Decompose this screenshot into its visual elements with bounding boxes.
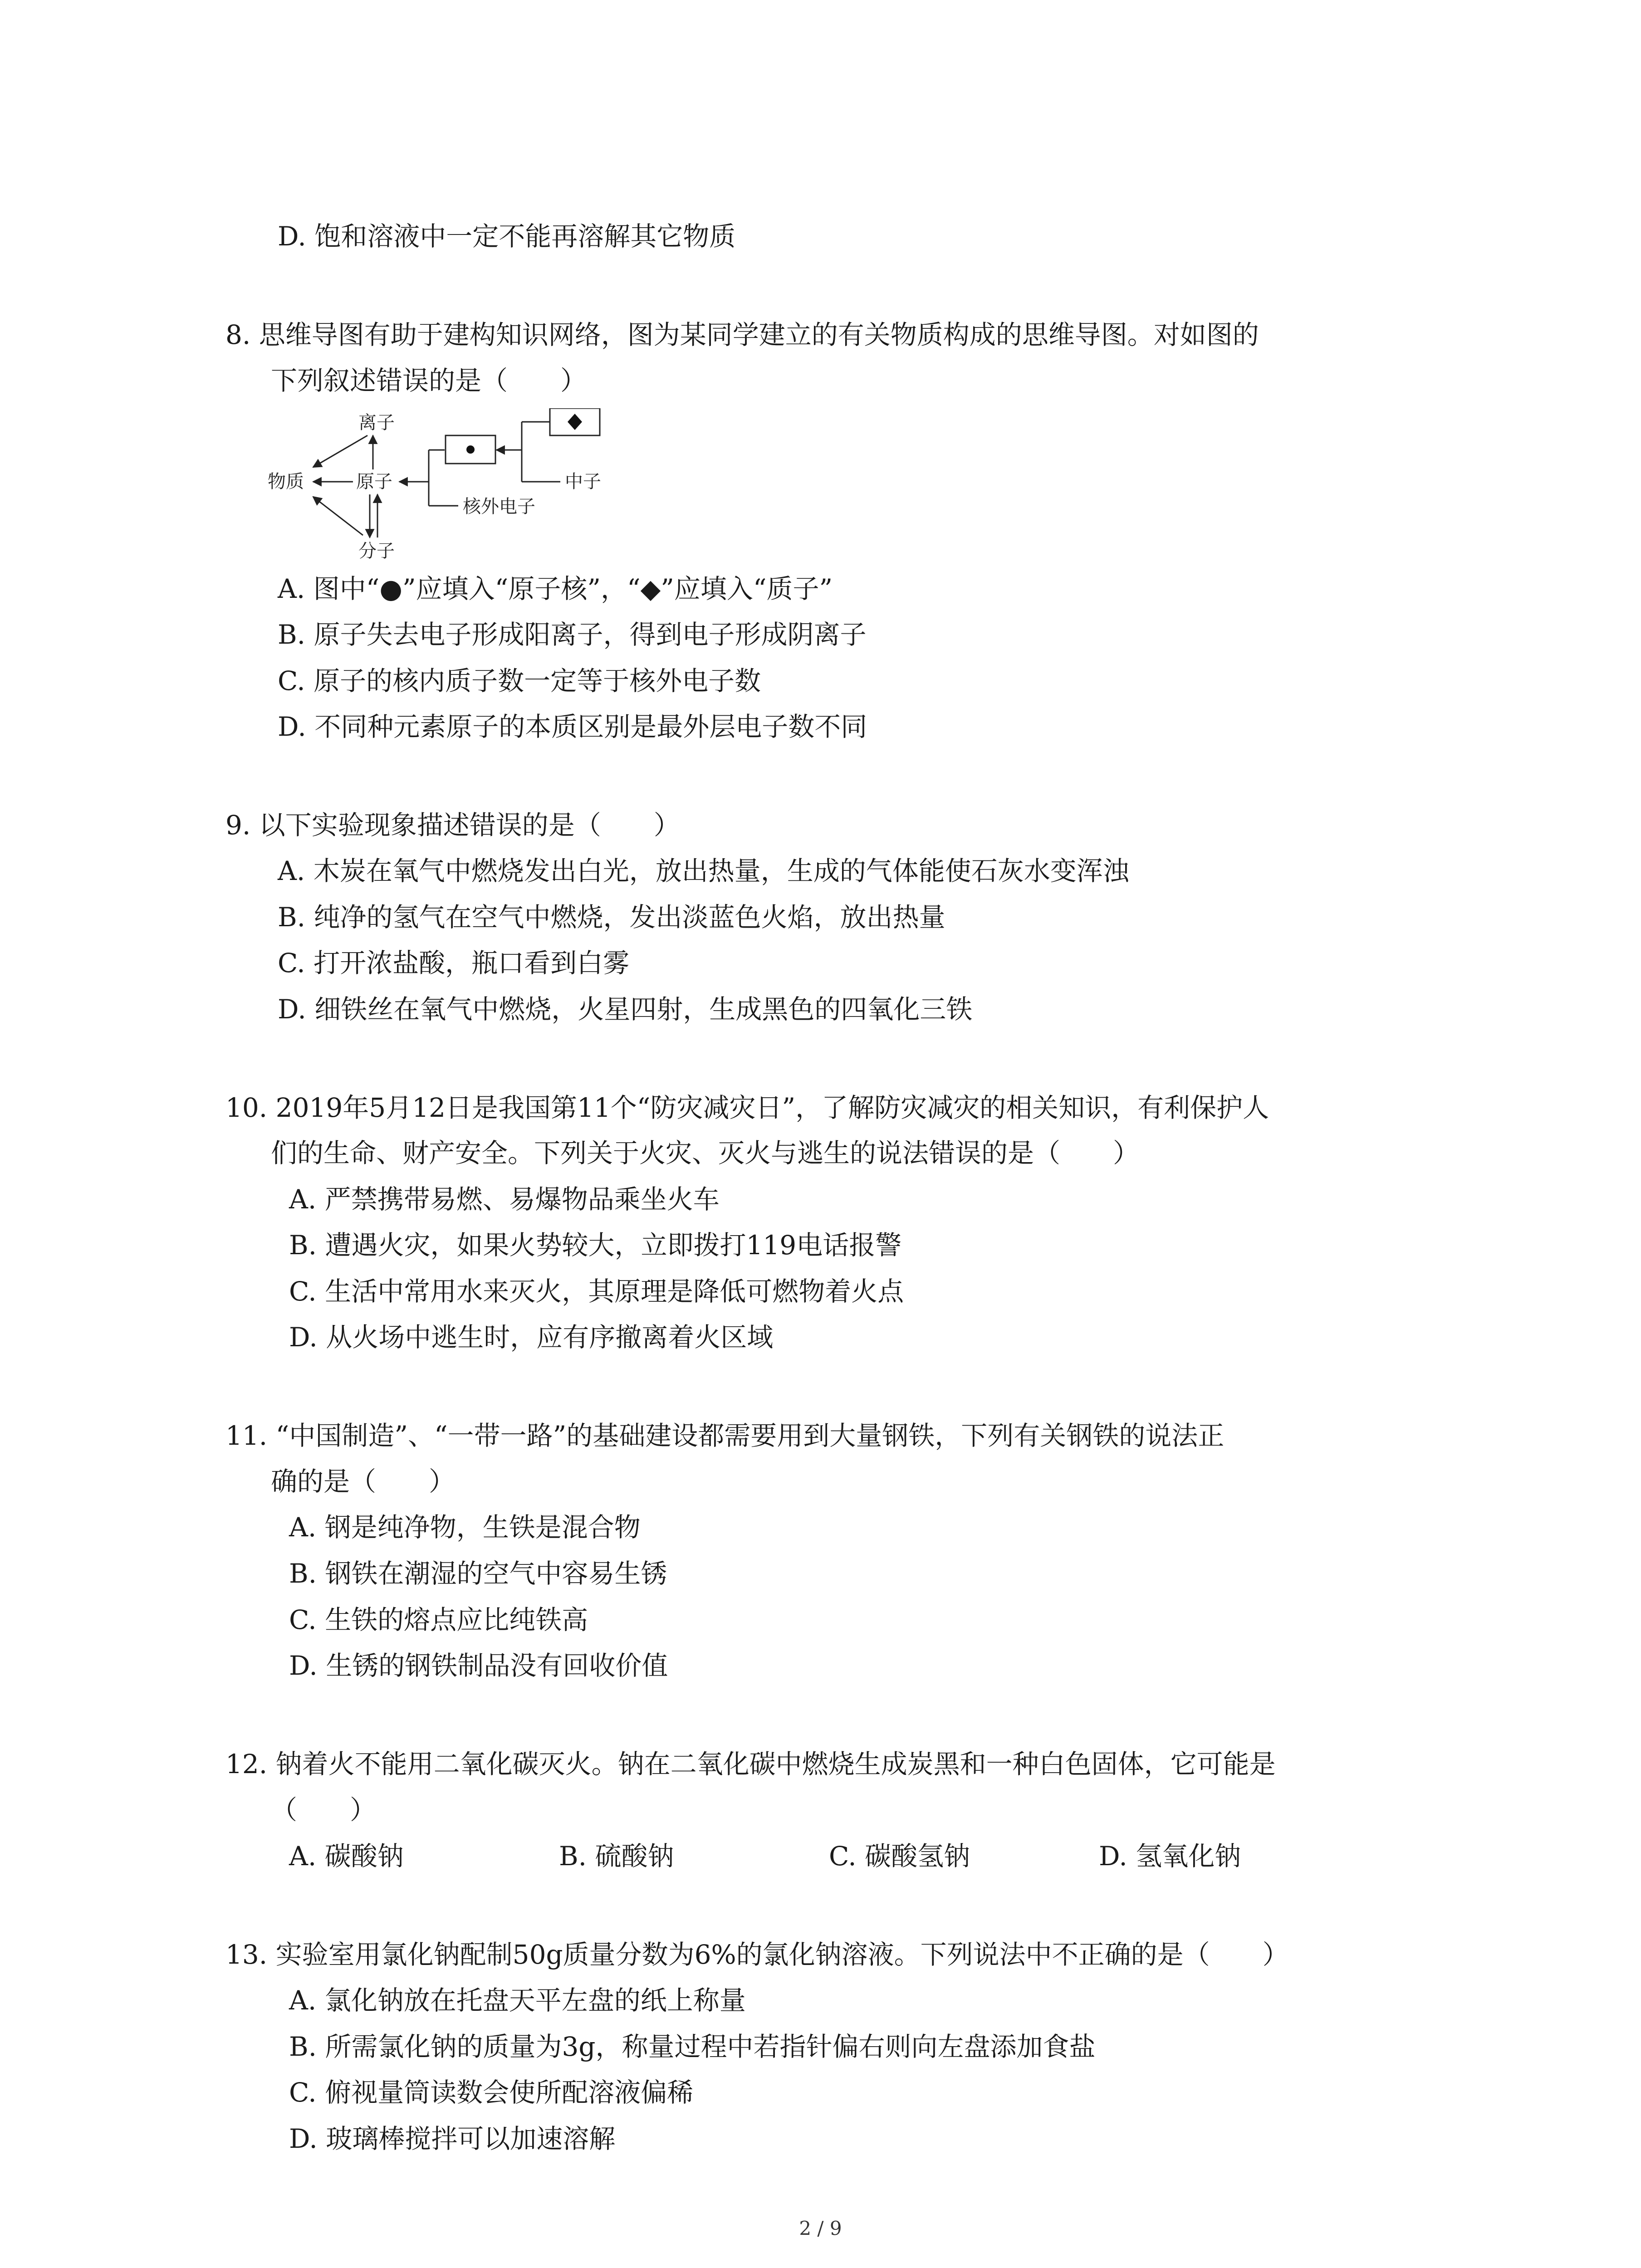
q10-option-c: C. 生活中常用水来灭火，其原理是降低可燃物着火点 [289, 1276, 904, 1307]
arrow-molecule-to-substance [313, 497, 363, 535]
arrow-ion-to-substance [313, 435, 367, 467]
q10-stem-line2: 们的生命、财产安全。下列关于火灾、灭火与逃生的说法错误的是（ ） [271, 1138, 1140, 1168]
q8-option-d: D. 不同种元素原子的本质区别是最外层电子数不同 [278, 711, 867, 742]
q11-stem-line2: 确的是（ ） [271, 1466, 456, 1497]
q13-option-a: A. 氯化钠放在托盘天平左盘的纸上称量 [289, 1985, 746, 2016]
q13-stem: 13. 实验室用氯化钠配制50g质量分数为6%的氯化钠溶液。下列说法中不正确的是（ ） [225, 1939, 1289, 1970]
q10-stem-line1: 10. 2019年5月12日是我国第11个“防灾减灾日”，了解防灾减灾的相关知识，有利保护人 [225, 1092, 1269, 1123]
q9-option-a: A. 木炭在氧气中燃烧发出白光，放出热量，生成的气体能使石灰水变浑浊 [278, 855, 1129, 886]
node-ion: 离子 [358, 412, 395, 433]
q8-stem-line1: 8. 思维导图有助于建构知识网络，图为某同学建立的有关物质构成的思维导图。对如图的 [225, 319, 1259, 350]
q11-stem-line1: 11. “中国制造”、“一带一路”的基础建设都需要用到大量钢铁，下列有关钢铁的说法正 [225, 1420, 1225, 1451]
q10-option-b: B. 遭遇火灾，如果火势较大，立即拨打119电话报警 [289, 1230, 902, 1261]
q8-stem-line2: 下列叙述错误的是（ ） [271, 365, 587, 396]
q10-option-a: A. 严禁携带易燃、易爆物品乘坐火车 [289, 1184, 720, 1215]
q8-option-a: A. 图中“●”应填入“原子核”，“◆”应填入“质子” [278, 573, 833, 604]
matter-structure-mind-map [268, 408, 622, 562]
q10-option-d: D. 从火场中逃生时，应有序撤离着火区域 [289, 1322, 774, 1353]
q12-stem-line1: 12. 钠着火不能用二氧化碳灭火。钠在二氧化碳中燃烧生成炭黑和一种白色固体，它可能是 [225, 1749, 1276, 1779]
q13-option-d: D. 玻璃棒搅拌可以加速溶解 [289, 2123, 616, 2154]
q12-option-c: C. 碳酸氢钠 [829, 1841, 970, 1872]
dot-symbol [466, 445, 475, 454]
node-atom: 原子 [356, 471, 392, 492]
q8-option-b: B. 原子失去电子形成阳离子，得到电子形成阴离子 [278, 619, 867, 650]
q11-option-d: D. 生锈的钢铁制品没有回收价值 [289, 1650, 668, 1681]
q9-option-b: B. 纯净的氢气在空气中燃烧，发出淡蓝色火焰，放出热量 [278, 902, 945, 933]
q8-option-c: C. 原子的核内质子数一定等于核外电子数 [278, 665, 761, 696]
q11-option-a: A. 钢是纯净物，生铁是混合物 [289, 1512, 641, 1543]
q12-stem-line2: （ ） [271, 1794, 377, 1825]
q9-option-c: C. 打开浓盐酸，瓶口看到白雾 [278, 948, 630, 978]
q9-option-d: D. 细铁丝在氧气中燃烧，火星四射，生成黑色的四氧化三铁 [278, 994, 973, 1025]
node-substance: 物质 [268, 471, 304, 492]
q12-option-d: D. 氢氧化钠 [1099, 1841, 1241, 1872]
q7-option-d: D. 饱和溶液中一定不能再溶解其它物质 [278, 221, 736, 252]
q13-option-c: C. 俯视量筒读数会使所配溶液偏稀 [289, 2077, 694, 2108]
q12-option-a: A. 碳酸钠 [289, 1841, 404, 1872]
q12-option-b: B. 硫酸钠 [559, 1841, 674, 1872]
node-neutron: 中子 [565, 471, 601, 492]
node-molecule: 分子 [358, 541, 395, 562]
node-electron: 核外电子 [463, 496, 535, 517]
q9-stem: 9. 以下实验现象描述错误的是（ ） [225, 810, 680, 841]
q13-option-b: B. 所需氯化钠的质量为3g，称量过程中若指针偏右则向左盘添加食盐 [289, 2031, 1096, 2062]
q11-option-c: C. 生铁的熔点应比纯铁高 [289, 1604, 588, 1635]
q11-option-b: B. 钢铁在潮湿的空气中容易生锈 [289, 1558, 667, 1589]
page-number: 2 / 9 [799, 2217, 842, 2239]
